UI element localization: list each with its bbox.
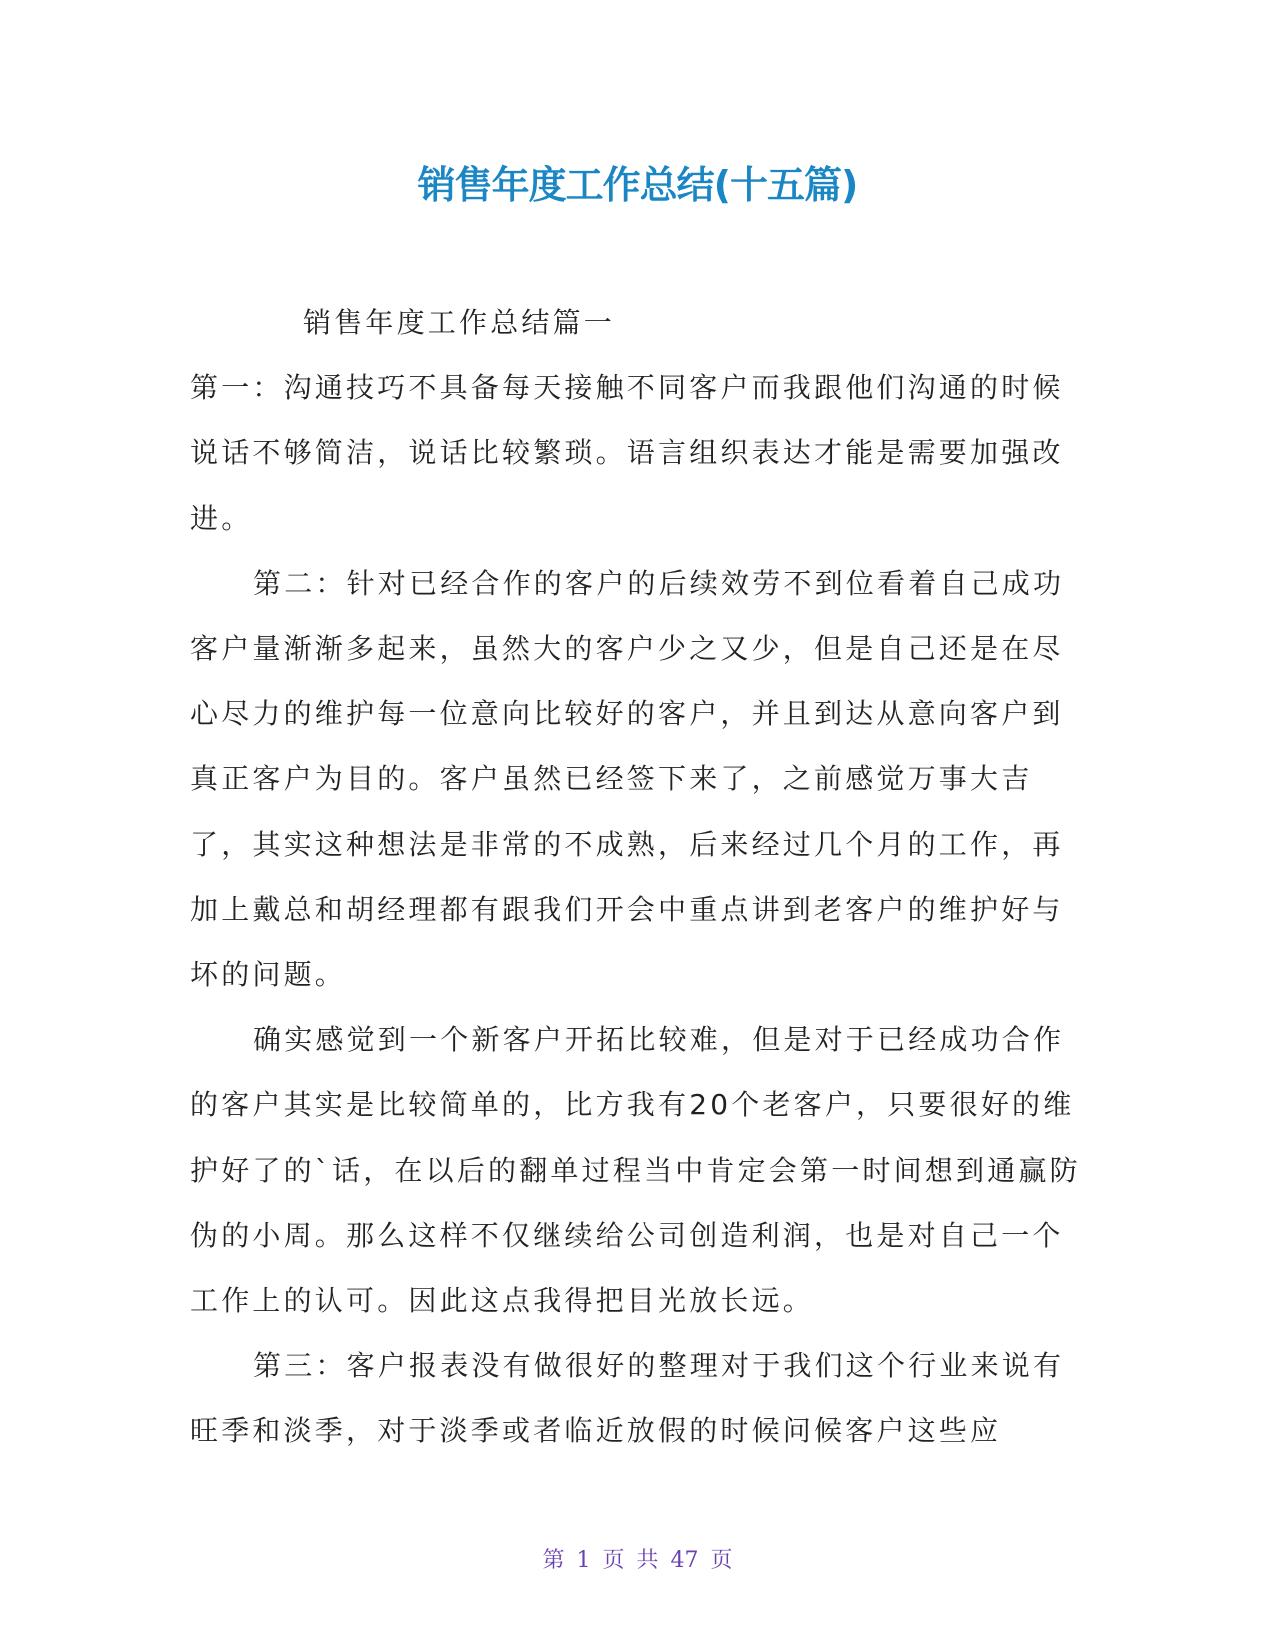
footer-total-unit: 页 (710, 1548, 733, 1573)
paragraph-1: 第一：沟通技巧不具备每天接触不同客户而我跟他们沟通的时候说话不够简洁，说话比较繁琐。语言组织表达才能是需要加强改进。 (190, 371, 1064, 535)
section-heading: 销售年度工作总结篇一 (303, 306, 616, 339)
paragraph-4: 第三：客户报表没有做很好的整理对于我们这个行业来说有旺季和淡季，对于淡季或者临近放假的时候问候客户这些应 (190, 1349, 1065, 1448)
document-title: 销售年度工作总结(十五篇) (417, 163, 858, 207)
footer-total-pages: 47 (670, 1548, 699, 1573)
footer-total-label: 共 (636, 1548, 659, 1573)
paragraph-3: 确实感觉到一个新客户开拓比较难，但是对于已经成功合作的客户其实是比较简单的，比方我有20个老客户，只要很好的维护好了的`话，在以后的翻单过程当中肯定会第一时间想到通赢防伪的小周。那么这样不仅继续给公司创造利润，也是对自己一个工作上的认可。因此这点我得把目光放长远。 (190, 1023, 1081, 1318)
page-footer (0, 1546, 1275, 1576)
footer-page-unit: 页 (602, 1548, 625, 1573)
document-body (190, 290, 1090, 1464)
footer-current-page: 1 (576, 1548, 591, 1573)
paragraph-2: 第二：针对已经合作的客户的后续效劳不到位看着自己成功客户量渐渐多起来，虽然大的客户少之又少，但是自己还是在尽心尽力的维护每一位意向比较好的客户，并且到达从意向客户到真正客户为目的。客户虽然已经签下来了，之前感觉万事大吉了，其实这种想法是非常的不成熟，后来经过几个月的工作，再加上戴总和胡经理都有跟我们开会中重点讲到老客户的维护好与坏的问题。 (190, 566, 1065, 992)
footer-page-label: 第 (542, 1548, 565, 1573)
